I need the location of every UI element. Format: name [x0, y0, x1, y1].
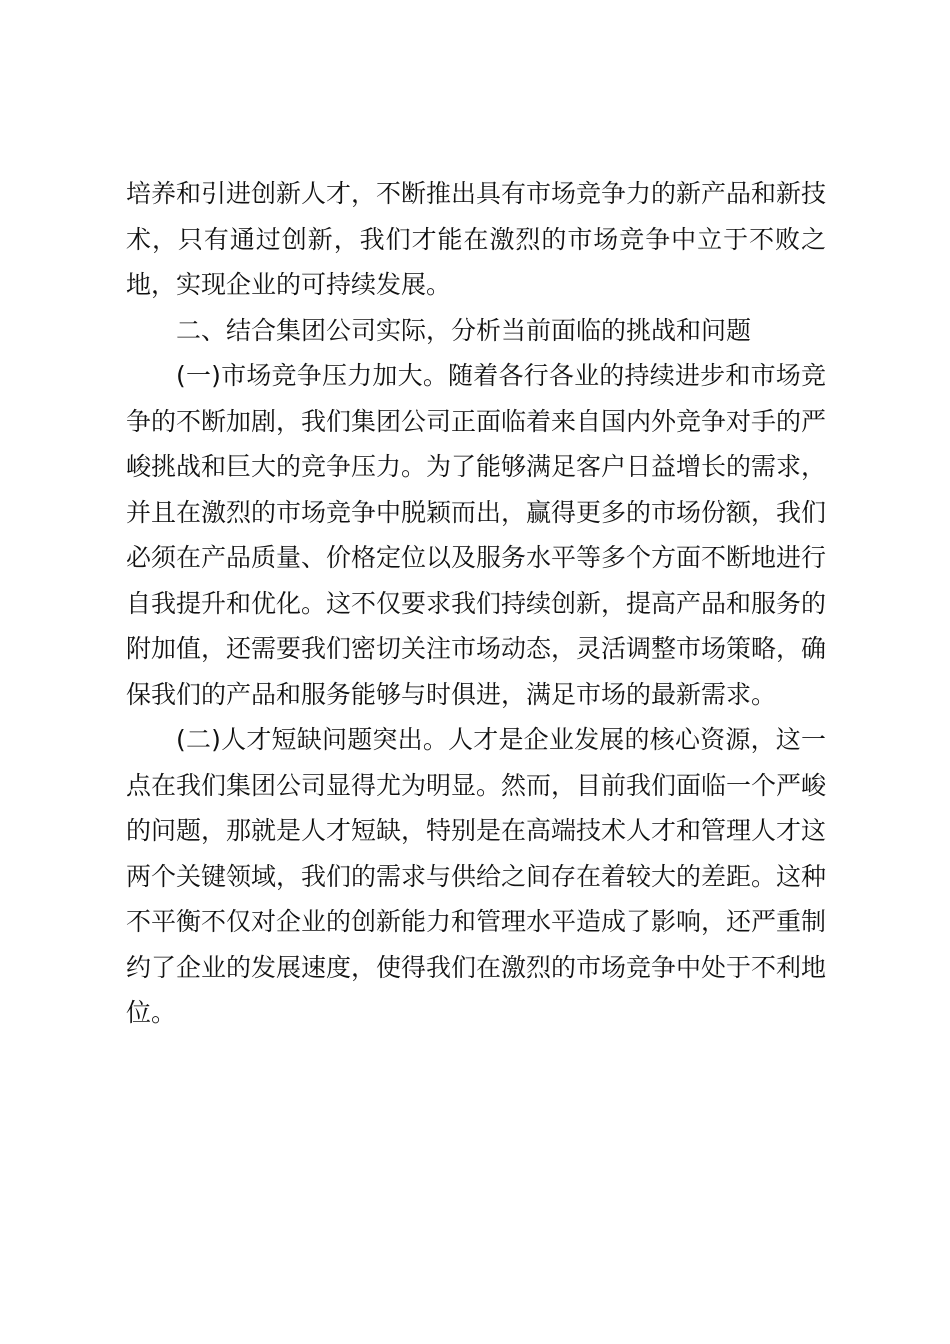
paragraph-market-competition: (一)市场竞争压力加大。随着各行各业的持续进步和市场竞争的不断加剧，我们集团公司正面临着来自国内外竞争对手的严峻挑战和巨大的竞争压力。为了能够满足客户日益增长的需求，并且在激烈的市场竞争中脱颖而出，赢得更多的市场份额，我们必须在产品质量、价格定位以及服务水平等多个方面不断地进行自我提升和优化。这不仅要求我们持续创新，提高产品和服务的附加值，还需要我们密切关注市场动态，灵活调整市场策略，确保我们的产品和服务能够与时俱进，满足市场的最新需求。: [126, 361, 827, 709]
paragraph-continuation: 培养和引进创新人才，不断推出具有市场竞争力的新产品和新技术，只有通过创新，我们才能在激烈的市场竞争中立于不败之地，实现企业的可持续发展。: [126, 179, 827, 299]
paragraph-talent-shortage: (二)人才短缺问题突出。人才是企业发展的核心资源，这一点在我们集团公司显得尤为明显。然而，目前我们面临一个严峻的问题，那就是人才短缺，特别是在高端技术人才和管理人才这两个关键领域，我们的需求与供给之间存在着较大的差距。这种不平衡不仅对企业的创新能力和管理水平造成了影响，还严重制约了企业的发展速度，使得我们在激烈的市场竞争中处于不利地位。: [126, 725, 827, 1027]
document-body: [126, 171, 826, 1036]
section-heading: 二、结合集团公司实际，分析当前面临的挑战和问题: [176, 315, 752, 345]
